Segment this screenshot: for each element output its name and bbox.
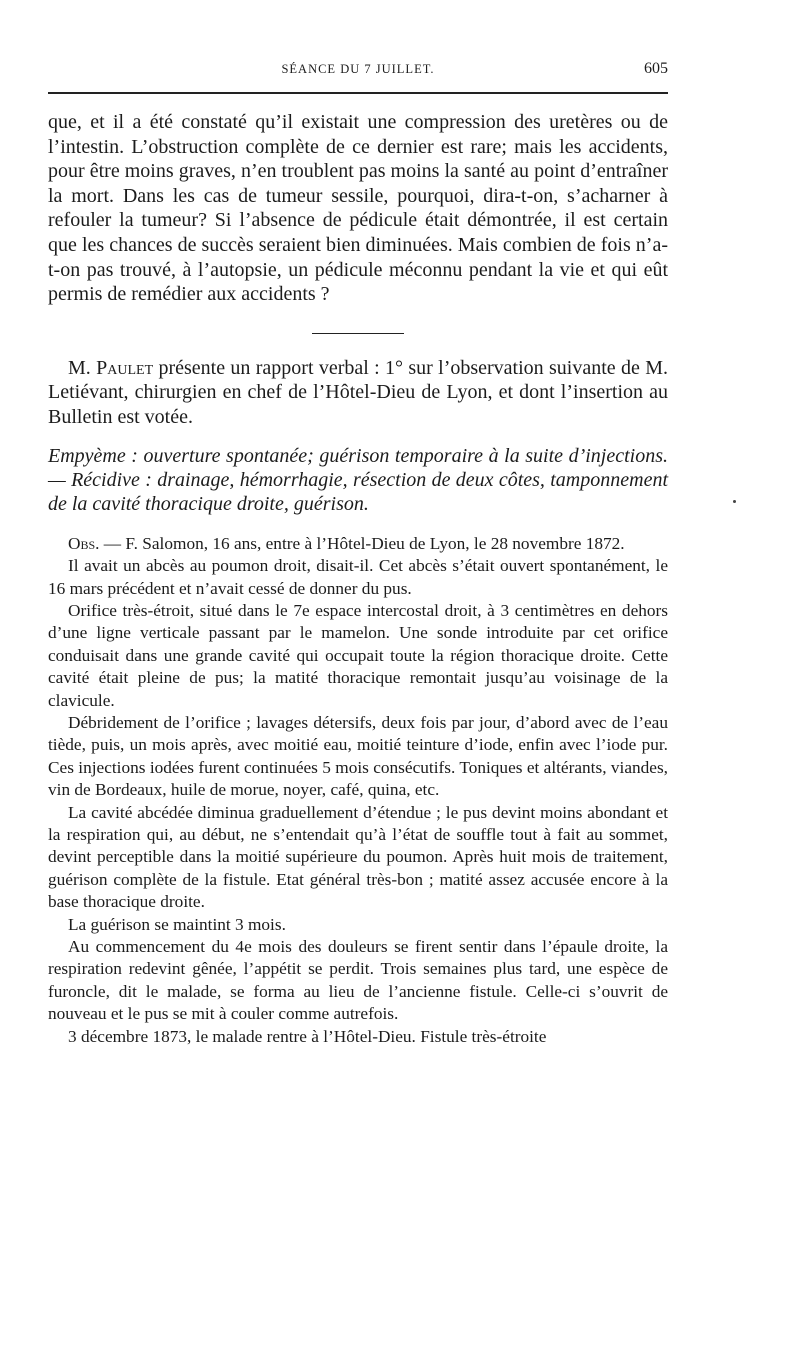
header-rule bbox=[48, 92, 668, 94]
body-paragraph-4: La cavité abcédée diminua graduellement d’étendue ; le pus devint moins abondant et la respiration qui, au début, ne s’entendait qu’à l’état de souffle tout à fait au sommet, devint perceptible dans la moitié supérieure du poumon. Après huit mois de traitement, guérison complète de la fistule. Etat général très-bon ; matité assez accusée encore à la base thoracique droite. bbox=[48, 802, 668, 912]
body-paragraph-2: Orifice très-étroit, situé dans le 7e espace intercostal droit, à 3 centimètres en dehors d’une ligne verticale passant par le mamelon. Une sonde introduite par cet orifice conduisait dans une grande cavité qui occupait toute la région thoracique droite. Cette cavité était pleine de pus; la matité thoracique remontait jusqu’au voisinage de la clavicule. bbox=[48, 600, 668, 710]
observation-text: — F. Salomon, 16 ans, entre à l’Hôtel-Dieu de Lyon, le 28 novembre 1872. bbox=[99, 533, 625, 553]
observation-label: Obs. bbox=[68, 533, 100, 553]
body-paragraph-5: La guérison se maintint 3 mois. bbox=[68, 914, 286, 934]
margin-speck bbox=[733, 500, 736, 503]
page-number: 605 bbox=[644, 60, 668, 77]
body-paragraph-1: Il avait un abcès au poumon droit, disait-il. Cet abcès s’était ouvert spontanément, le 16 mars précédent et n’avait cessé de donner du pus. bbox=[48, 556, 668, 598]
report-text: présente un rapport verbal : 1° sur l’observation suivante de M. Letiévant, chirurgien en chef de l’Hôtel-Dieu de Lyon, et dont l’insertion au Bulletin est votée. bbox=[48, 356, 668, 428]
body-paragraph-7: 3 décembre 1873, le malade rentre à l’Hôtel-Dieu. Fistule très-étroite bbox=[68, 1026, 547, 1046]
section-separator bbox=[312, 333, 404, 334]
report-prefix: M. bbox=[68, 356, 97, 379]
report-paragraph bbox=[48, 356, 668, 430]
continuation-paragraph: que, et il a été constaté qu’il existait une compression des uretères ou de l’intestin. L’obstruction complète de ce dernier est rare; mais les accidents, pour être moins graves, n’en troublent pas moins la santé au point d’entraîner la mort. Dans les cas de tumeur sessile, pourquoi, dira-t-on, s’acharner à refouler la tumeur? Si l’absence de pédicule était démontrée, il est certain que les chances de succès seraient bien diminuées. Mais combien de fois n’a-t-on pas trouvé, à l’autopsie, un pédicule méconnu pendant la vie et qui eût permis de remédier aux accidents ? bbox=[48, 111, 668, 306]
page-header bbox=[48, 58, 668, 84]
case-title: Empyème : ouverture spontanée; guérison temporaire à la suite d’injections. — Récidive : drainage, hémorrhagie, résection de deux côtes, tamponnement de la cavité thoracique droite, guérison. bbox=[48, 444, 668, 516]
running-title: SÉANCE DU 7 JUILLET. bbox=[281, 62, 435, 76]
body-paragraph-3: Débridement de l’orifice ; lavages détersifs, deux fois par jour, d’abord avec de l’eau tiède, puis, un mois après, avec moitié eau, moitié teinture d’iode, enfin avec l’iode pur. Ces injections iodées furent continuées 5 mois consécutifs. Toniques et altérants, viandes, vin de Bordeaux, huile de morue, noyer, café, quina, etc. bbox=[48, 713, 668, 800]
book-page bbox=[48, 58, 668, 1048]
body-paragraph-6: Au commencement du 4e mois des douleurs se firent sentir dans l’épaule droite, la respiration redevint gênée, l’appétit se perdit. Trois semaines plus tard, une espèce de furoncle, dit le malade, se forma au lieu de l’ancienne fistule. Celle-ci s’ouvrit de nouveau et le pus se mit à couler comme autrefois. bbox=[48, 937, 668, 1024]
observation-paragraph bbox=[48, 533, 668, 555]
presenter-name: Paulet bbox=[96, 356, 154, 379]
